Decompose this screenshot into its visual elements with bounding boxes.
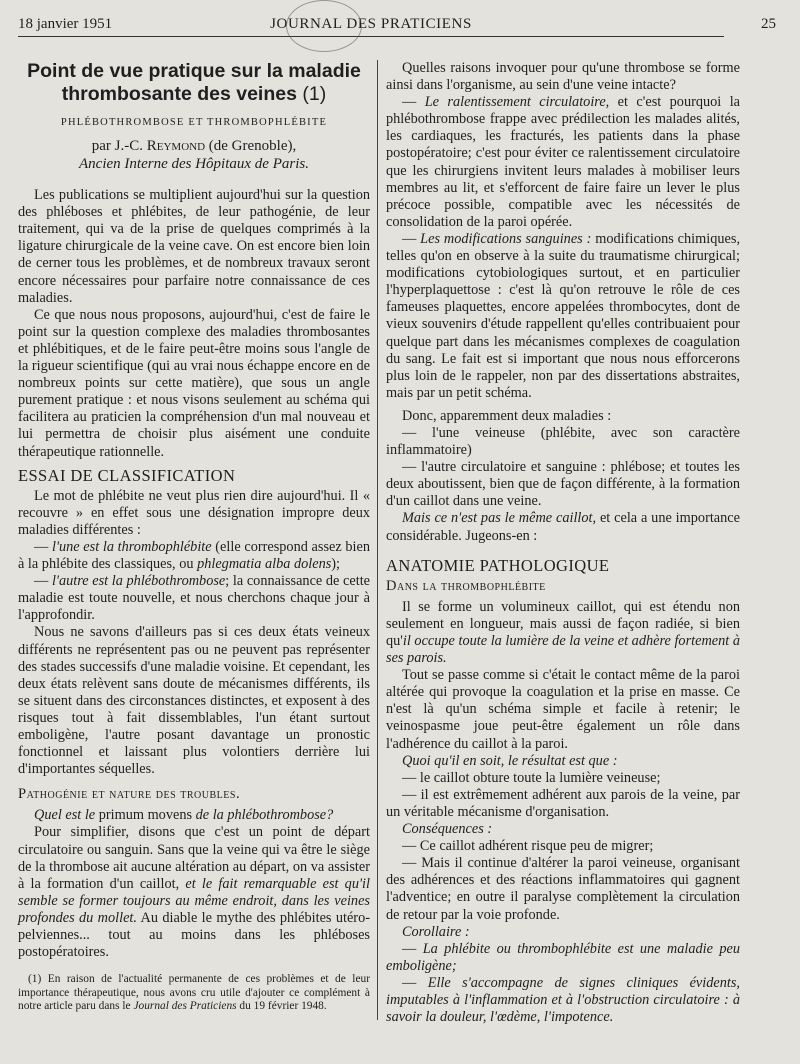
paragraph: Nous ne savons d'ailleurs pas si ces deux états veineux différents ne représentent pas ou ne peuvent pas représenter des stades successifs d'une maladie voisine. Et cependant, les deux états relèvent sans doute de mécanismes différents, ils se situent dans des circonstances distinctes, et exposent à des risques tout à fait dissemblables, l'un étant surtout emboligène, l'autre posant davantage un pronostic fonctionnel et laissant plus volontiers derrière lui d'importantes séquelles. [18,624,370,778]
text-run: ); [331,556,341,573]
text-run: (elle correspond assez bien à la phlébite des classiques, ou [18,538,370,573]
dash: — [402,230,421,247]
text-run: Au diable le mythe des phlébites utéro-pelviennes... tout au moins dans les phléboses postopératoires. [18,909,370,961]
paragraph [386,753,740,770]
paragraph [386,975,740,1026]
text-run: (1) En raison de l'actualité permanente de ces problèmes et de leur importance thérapeutique, nous avons cru utile d'ajouter ce complément à notre article paru dans le [18,973,370,1013]
emphasis: et le fait remarquable est qu'il semble se former toujours au même endroit, dans les veines profondes du mollet. [18,875,370,926]
paragraph: — il est extrêmement adhérent aux parois de la veine, par un véritable mécanisme d'organisation. [386,786,740,820]
paragraph [18,539,370,573]
emphasis: Elle s'accompagne de signes cliniques évidents, imputables à l'inflammation et à l'obstruction circulatoire : à savoir la douleur, l'œdème, l'impotence. [386,974,740,1026]
header-journal-title: JOURNAL DES PRATICIENS [270,16,472,32]
author-name: Reymond [146,138,206,155]
dash: — [402,940,423,957]
paragraph [386,821,740,838]
paragraph [386,94,740,231]
text-run: Il se forme un volumineux caillot, qui est étendu non seulement en longueur, mais aussi de façon radiée, si bien qu' [386,598,740,649]
paragraph: Tout se passe comme si c'était le contact même de la paroi altérée qui provoque la coagulation et la prise en masse. Ce n'est là qu'un schéma simple et facile à retenir; le veinospasme joue peut-être également un rôle dans l'adhérence du caillot à la paroi. [386,667,740,752]
emphasis: Mais ce n'est pas le même caillot, [402,510,597,527]
left-column [18,60,370,1024]
text-run: du 19 février 1948. [236,1000,327,1013]
emphasis: Corollaire : [402,923,470,940]
header-date: 18 janvier 1951 [18,16,113,32]
paragraph: — Mais il continue d'altérer la paroi veineuse, organisant des adhérences et des réactions inflammatoires qui gagnent l'adventice; en outre il paralyse complètement la circulation de retour par la voie profonde. [386,855,740,923]
paragraph [386,510,740,544]
header-page-number: 25 [761,16,776,32]
footnote-text [18,973,370,1013]
author-suffix: (de Grenoble), [205,138,297,155]
paragraph: — le caillot obture toute la lumière veineuse; [402,769,661,786]
section-heading-anatomie: ANATOMIE PATHOLOGIQUE [386,555,610,575]
title-footnote-mark: (1) [302,83,327,105]
paragraph: — l'une veineuse (phlébite, avec son caractère inflammatoire) [386,424,740,459]
article-subtitle: PHLÉBOTHROMBOSE ET THROMBOPHLÉBITE [60,117,328,128]
emphasis: Quel est le [34,807,99,824]
text-run: et cela a une importance considérable. Jugeons-en : [386,510,740,544]
text-run: primum movens [98,807,193,824]
library-stamp [286,0,362,52]
running-header [18,14,776,37]
emphasis: il occupe toute la lumière de la veine et adhère fortement à ses parois. [386,633,740,667]
paragraph [386,231,740,402]
right-column [386,60,740,1024]
emphasis: Conséquences : [402,821,493,838]
paragraph: Ce que nous nous proposons, aujourd'hui, c'est de faire le point sur la question complexe des maladies thrombosantes et phlébitiques, et de le faire peut-être moins sous l'angle de la rigueur scientifique (qui au vrai nous échappe encore en de nombreux points sur cette matière), que sous un angle purement pratique : et nous visons seulement au schéma qui facilitera au praticien la compréhension d'un mal nouveau et lui permettra de choisir plus aisément une conduite thérapeutique rationnelle. [18,306,370,460]
subsection-heading-pathogenie: Pathogénie et nature des troubles. [18,786,241,803]
paragraph [18,573,370,624]
paragraph [386,924,740,941]
emphasis: l'une est la thrombophlébite [51,538,212,555]
paragraph [386,599,740,667]
paragraph: Les publications se multiplient aujourd'hui sur la question des phléboses et phlébites, de leur pathogénie, de leur traitement, qui va de la prise de quelques comprimés à la ligature chirurgicale de la veine cave. On est encore bien loin de cerner tous les problèmes, et de nombreux travaux seront encore nécessaires pour parfaire notre connaissance de ces maladies. [18,187,370,306]
dash: — [34,573,52,590]
paragraph: Le mot de phlébite ne veut plus rien dire aujourd'hui. Il « recouvre » en effet sous une désignation impropre deux maladies différentes : [18,487,370,538]
paragraph: Donc, apparemment deux maladies : [402,407,612,424]
column-divider [377,60,378,1020]
emphasis: La phlébite ou thrombophlébite est une maladie peu emboligène; [386,940,740,974]
paragraph [386,941,740,975]
paragraph: Quelles raisons invoquer pour qu'une thrombose se forme ainsi dans l'organisme, au sein d'une veine intacte? [386,60,740,94]
footnote [18,973,370,1013]
paragraph [18,807,370,824]
dash: — [34,538,52,555]
paragraph [18,824,370,961]
text-run: modifications chimiques, telles qu'on en observe à la suite du traumatisme chirurgical; modifications cytobiologiques surtout, et en particulier l'hyperplaquettose : c'est là qu'on retrouve le rôle de ces fameuses plaquettes, encore appelées thrombocytes, dont de vieux souvenirs d'étude rappellent qu'elles contribuaient pour quelque part dans les mécanismes complexes de coagulation du sang. Le fait est si important que nous nous efforcerons plus loin de le rappeler, non par des dissertations abstraites, mais par un petit schéma. [386,230,741,401]
dash: — [402,94,425,111]
emphasis: Les modifications sanguines : [420,230,592,247]
emphasis: Quoi qu'il en soit, le résultat est que : [402,752,618,769]
text-run: et c'est pourquoi la phlébothrombose frappe avec prédilection les malades alités, les cardiaques, les fracturés, les patients dans la phase postopératoire; c'est pour éviter ce ralentissement circulatoire que les chirurgiens invitent leurs malades à mobiliser leurs membres au lit, et s'efforcent de faire faire un lever le plus précoce possible, compatible avec les nécessités de consolidation de la paroi opérée. [386,94,741,230]
emphasis: Le ralentissement circulatoire, [424,94,610,111]
emphasis: Journal des Praticiens [133,1000,237,1013]
author-affiliation: Ancien Interne des Hôpitaux de Paris. [79,156,309,173]
article-title [18,60,370,106]
dash: — [402,974,428,991]
author-prefix: par J.-C. [91,138,147,155]
text-run: Pour simplifier, disons que c'est un point de départ circulatoire ou sanguin. Sans que la veine qui va être le siège de la thrombose ait aucune altération au départ, on va assister à la formation d'un caillot, [18,824,370,892]
paragraph: — l'autre circulatoire et sanguine : phlébose; et toutes les deux aboutissent, bien que de façon différente, à la formation d'un caillot dans une veine. [386,459,740,510]
text-run: ; la connaissance de cette maladie est toute nouvelle, et nous cherchons chaque jour à l'approfondir. [18,573,371,624]
emphasis: de la phlébothrombose? [192,807,334,824]
section-heading-classification: ESSAI DE CLASSIFICATION [18,465,236,485]
emphasis: phlegmatia alba dolens [197,556,332,573]
emphasis: l'autre est la phlébothrombose [51,573,226,590]
article-title-text: Point de vue pratique sur la maladie thrombosante des veines [27,60,361,105]
subsection-heading-thrombophlebite: Dans la thrombophlébite [386,577,546,594]
author-line [18,137,370,155]
paragraph: — Ce caillot adhérent risque peu de migrer; [402,838,654,855]
